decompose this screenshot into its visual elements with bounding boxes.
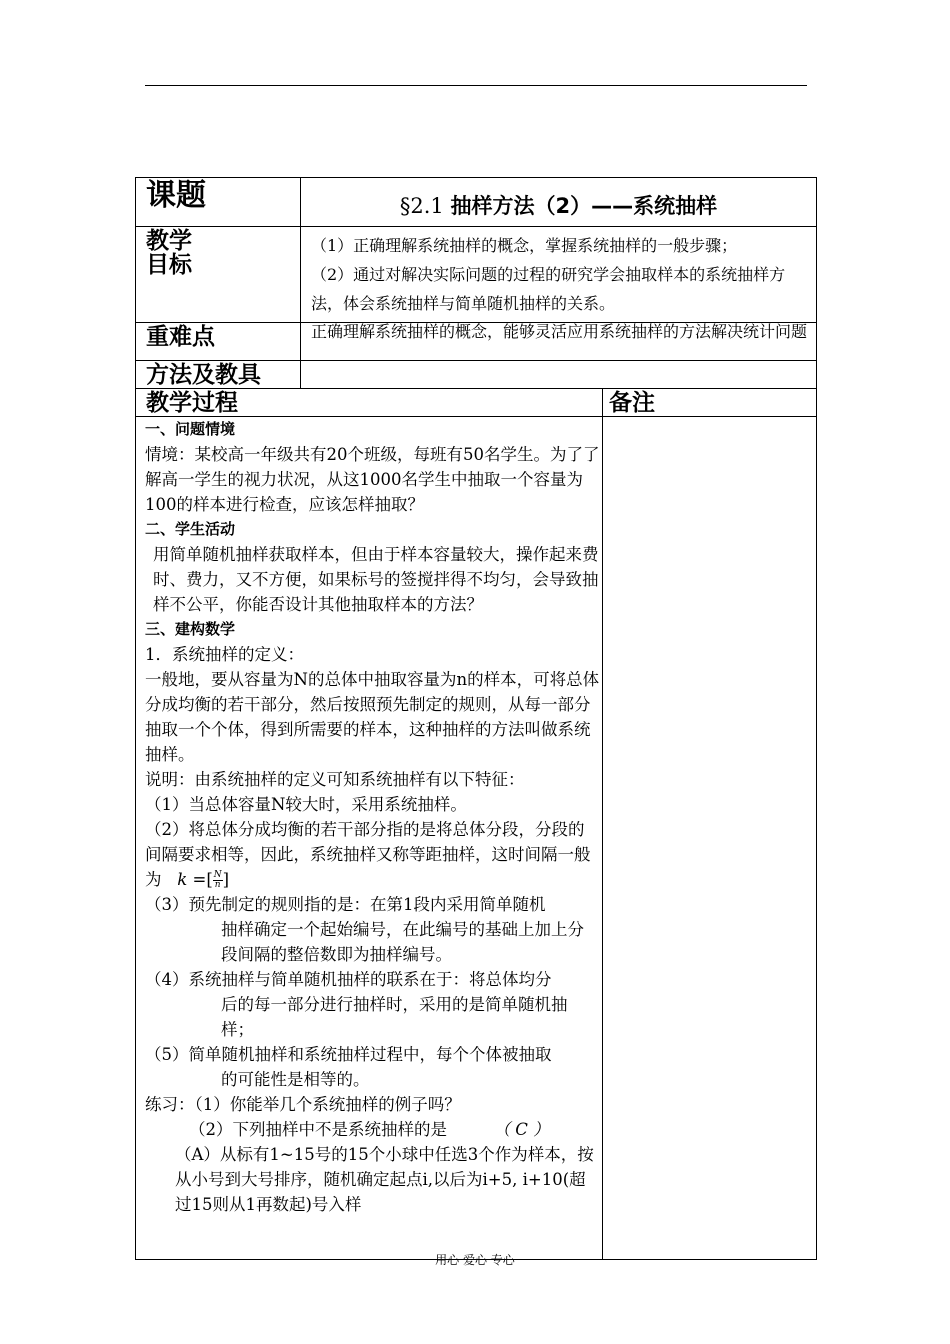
note-intro: 说明：由系统抽样的定义可知系统抽样有以下特征： — [145, 770, 525, 789]
exercise-2: （2）下列抽样中不是系统抽样的是 （ C ） — [189, 1120, 550, 1139]
process-label: 教学过程 — [136, 389, 603, 417]
difficulty-text: 正确理解系统抽样的概念，能够灵活应用系统抽样的方法解决统计问题 — [301, 323, 817, 361]
process-content — [136, 417, 603, 1260]
title-section-number: §2.1 — [399, 194, 444, 218]
exercise-2-answer: （ C ） — [493, 1120, 550, 1139]
section-2-title: 二、学生活动 — [145, 520, 236, 538]
lesson-plan-table — [135, 177, 817, 1260]
formula-eq: =[ — [192, 870, 213, 889]
goals-label: 教学 目标 — [136, 227, 301, 323]
formula-numerator: N — [213, 870, 222, 880]
formula-denominator: n — [214, 880, 221, 890]
note-4-head: （4）系统抽样与简单随机抽样的联系在于：将总体均分 — [145, 970, 552, 989]
note-2: （2）将总体分成均衡的若干部分指的是将总体分段，分段的间隔要求相等，因此，系统抽样又称等距抽样，这时间隔一般为 k =[ $\frac{N}{n}$ ] — [145, 820, 591, 890]
notes-column — [603, 417, 817, 1260]
note-4-rest: 后的每一部分进行抽样时，采用的是简单随机抽样； — [221, 995, 568, 1039]
formula-fraction — [213, 871, 223, 890]
difficulty-row — [136, 323, 817, 361]
goal-2: （2）通过对解决实际问题的过程的研究学会抽取样本的系统抽样方法，体会系统抽样与简单随机抽样的关系。 — [311, 265, 786, 313]
goals-row — [136, 227, 817, 323]
footer-text: 用心 爱心 专心 — [435, 1253, 515, 1267]
topic-label: 课题 — [136, 178, 301, 227]
process-header-row — [136, 389, 817, 417]
topic-row — [136, 178, 817, 227]
title-text: 抽样方法（2）——系统抽样 — [450, 194, 718, 218]
method-row — [136, 361, 817, 389]
definition-title: 1．系统抽样的定义： — [145, 645, 304, 664]
section-1-title: 一、问题情境 — [145, 420, 236, 438]
note-5-head: （5）简单随机抽样和系统抽样过程中，每个个体被抽取 — [145, 1045, 552, 1064]
exercise-option-a: （A）从标有1~15号的15个小球中任选3个作为样本，按从小号到大号排序，随机确定起点i,以后为i+5, i+10(超过15则从1再数起)号入样 — [175, 1145, 594, 1214]
goals-text — [301, 227, 817, 323]
header-rule — [145, 85, 807, 86]
formula-close: ] — [222, 870, 230, 889]
note-3-rest: 抽样确定一个起始编号，在此编号的基础上加上分段间隔的整倍数即为抽样编号。 — [221, 920, 584, 964]
goal-1: （1）正确理解系统抽样的概念，掌握系统抽样的一般步骤； — [311, 236, 738, 255]
exercise-1: 练习：（1）你能举几个系统抽样的例子吗？ — [145, 1095, 461, 1114]
note-1: （1）当总体容量N较大时，采用系统抽样。 — [145, 795, 467, 814]
section-1-text: 情境：某校高一年级共有20个班级，每班有50名学生。为了了解高一学生的视力状况，从这1000名学生中抽取一个容量为100的样本进行检查，应该怎样抽取？ — [145, 445, 600, 514]
definition-text: 一般地，要从容量为N的总体中抽取容量为n的样本，可将总体分成均衡的若干部分，然后按照预先制定的规则，从每一部分抽取一个个体，得到所需要的样本，这种抽样的方法叫做系统抽样。 — [145, 670, 600, 764]
section-3-title: 三、建构数学 — [145, 620, 236, 638]
notes-label: 备注 — [603, 389, 817, 417]
method-label: 方法及教具 — [136, 361, 301, 389]
section-2-text: 用简单随机抽样获取样本，但由于样本容量较大，操作起来费时、费力，又不方便，如果标号的签搅拌得不均匀，会导致抽样不公平，你能否设计其他抽取样本的方法？ — [153, 545, 599, 614]
difficulty-label: 重难点 — [136, 323, 301, 361]
note-3-head: （3）预先制定的规则指的是：在第1段内采用简单随机 — [145, 895, 546, 914]
lesson-title — [301, 178, 817, 227]
method-text — [301, 361, 817, 389]
process-body-row — [136, 417, 817, 1260]
formula-k: k — [177, 870, 188, 889]
note-5-rest: 的可能性是相等的。 — [221, 1070, 370, 1089]
